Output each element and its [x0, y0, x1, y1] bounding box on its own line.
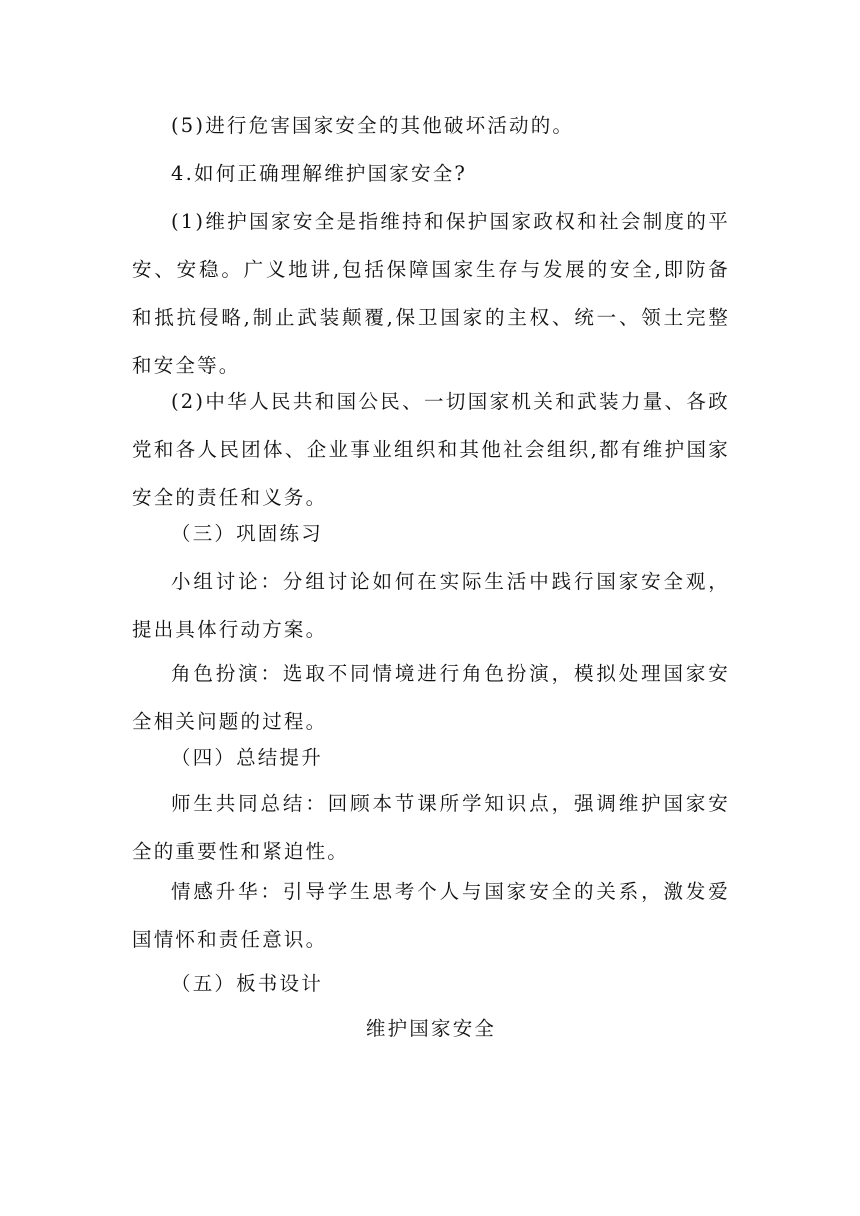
section-heading-summary: （四）总结提升: [171, 746, 323, 769]
paragraph-group-discussion: 小组讨论：分组讨论如何在实际生活中践行国家安全观，提出具体行动方案。: [132, 570, 730, 641]
paragraph-emotion: 情感升华：引导学生思考个人与国家安全的关系，激发爱国情怀和责任意识。: [132, 880, 730, 951]
question-heading-4: 4.如何正确理解维护国家安全?: [171, 162, 468, 185]
board-design-title: 维护国家安全: [365, 1017, 497, 1040]
paragraph-answer-2: (2)中华人民共和国公民、一切国家机关和武装力量、各政党和各人民团体、企业事业组织和其他社会组织,都有维护国家安全的责任和义务。: [132, 390, 730, 509]
paragraph-role-play: 角色扮演：选取不同情境进行角色扮演，模拟处理国家安全相关问题的过程。: [132, 662, 730, 733]
section-heading-board-design: （五）板书设计: [171, 972, 323, 995]
section-heading-practice: （三）巩固练习: [171, 522, 323, 545]
paragraph-answer-1: (1)维护国家安全是指维持和保护国家政权和社会制度的平安、安稳。广义地讲,包括保障国家生存与发展的安全,即防备和抵抗侵略,制止武装颠覆,保卫国家的主权、统一、领土完整和安全等。: [132, 210, 730, 377]
paragraph-joint-summary: 师生共同总结：回顾本节课所学知识点，强调维护国家安全的重要性和紧迫性。: [132, 792, 730, 863]
paragraph-item-5: (5)进行危害国家安全的其他破坏活动的。: [171, 114, 575, 137]
